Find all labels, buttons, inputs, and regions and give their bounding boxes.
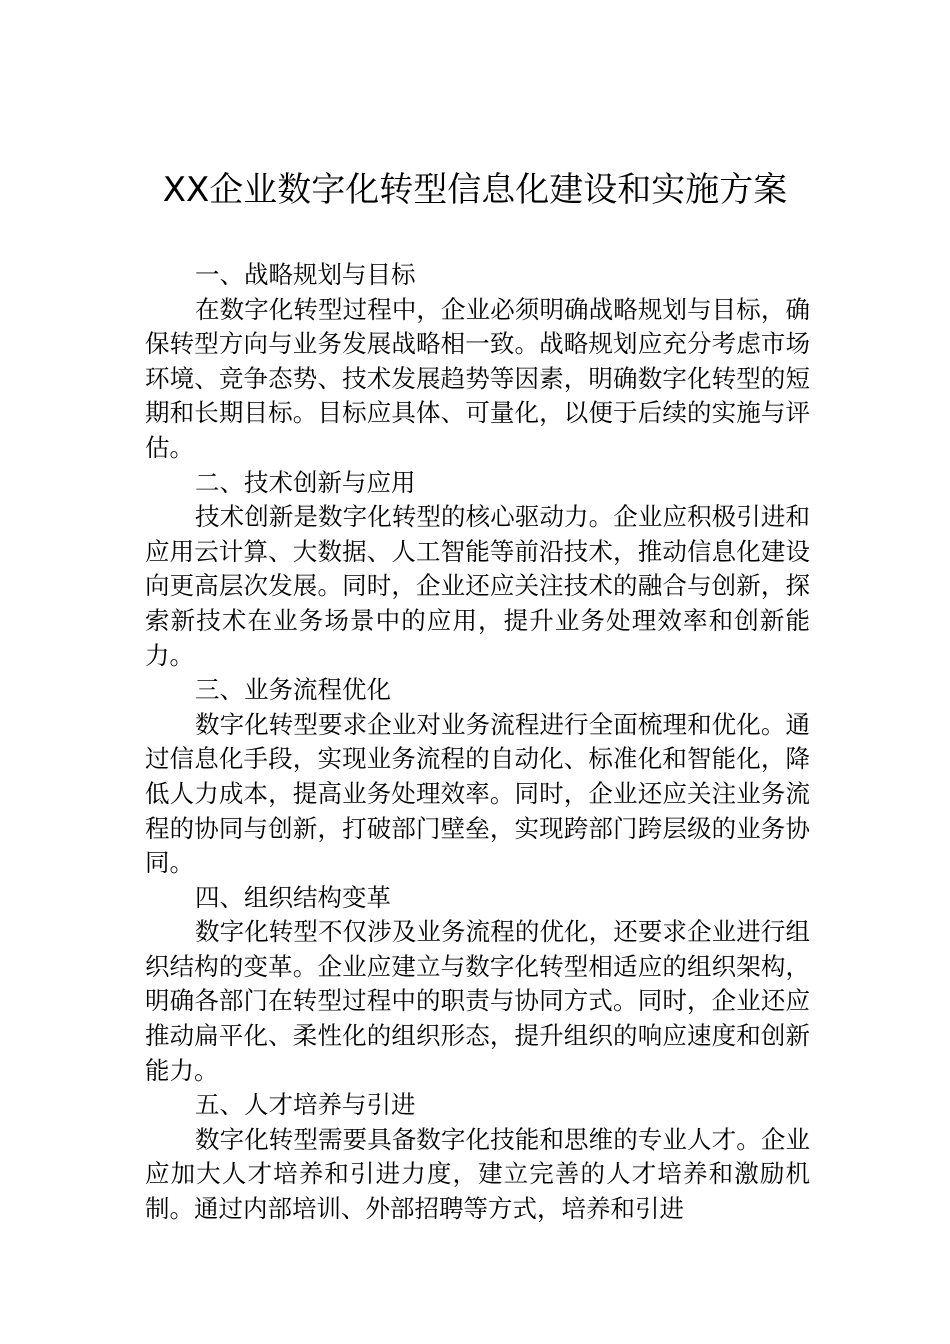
section-heading-organization: 四、组织结构变革 [195,882,391,912]
section-paragraph-organization: 数字化转型不仅涉及业务流程的优化，还要求企业进行组织结构的变革。企业应建立与数字化转型相适应的组织架构，明确各部门在转型过程中的职责与协同方式。同时，企业还应推动扁平化、柔性化的组织形态，提升组织的响应速度和创新能力。 [145,917,810,1085]
section-paragraph-talent: 数字化转型需要具备数字化技能和思维的专业人才。企业应加大人才培养和引进力度，建立完善的人才培养和激励机制。通过内部培训、外部招聘等方式，培养和引进 [145,1124,810,1224]
section-heading-technology: 二、技术创新与应用 [195,467,416,497]
section-heading-talent: 五、人才培养与引进 [195,1090,416,1120]
document-title: XX企业数字化转型信息化建设和实施方案 [162,170,788,210]
section-heading-process: 三、业务流程优化 [195,675,391,705]
document-body [145,258,810,1227]
section-paragraph-technology: 技术创新是数字化转型的核心驱动力。企业应积极引进和应用云计算、大数据、人工智能等前沿技术，推动信息化建设向更高层次发展。同时，企业还应关注技术的融合与创新，探索新技术在业务场景中的应用，提升业务处理效率和创新能力。 [145,502,810,670]
section-heading-strategy: 一、战略规划与目标 [195,260,416,289]
section-paragraph-strategy: 在数字化转型过程中，企业必须明确战略规划与目标，确保转型方向与业务发展战略相一致。战略规划应充分考虑市场环境、竞争态势、技术发展趋势等因素，明确数字化转型的短期和长期目标。目标应具体、可量化，以便于后续的实施与评估。 [145,294,810,462]
section-paragraph-process: 数字化转型要求企业对业务流程进行全面梳理和优化。通过信息化手段，实现业务流程的自动化、标准化和智能化，降低人力成本，提高业务处理效率。同时，企业还应关注业务流程的协同与创新，打破部门壁垒，实现跨部门跨层级的业务协同。 [145,709,810,878]
